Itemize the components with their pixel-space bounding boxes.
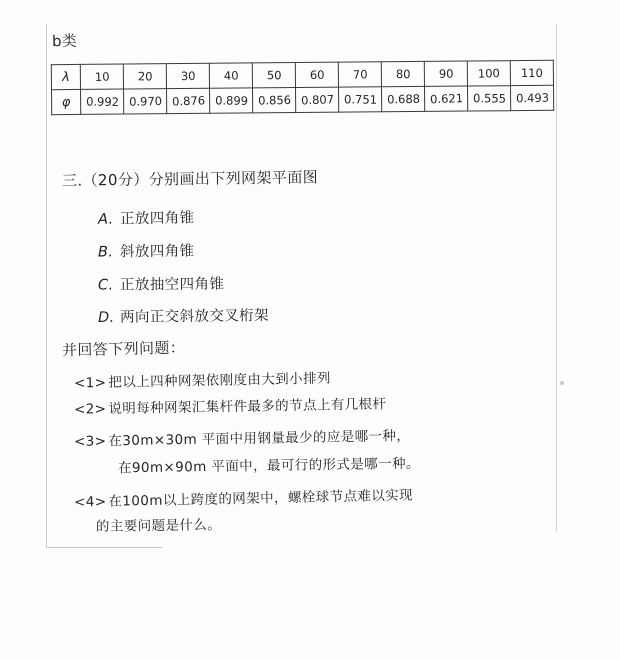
cell-text: 0.555 (472, 91, 506, 106)
option-a (98, 206, 195, 229)
table-cell (167, 88, 210, 113)
sub-question-4-text: 在100m以上跨度的网架中，螺栓球节点难以实现 (108, 487, 414, 510)
sub-question-2-number: <2> (73, 401, 107, 418)
cell-text: 0.992 (85, 94, 119, 109)
option-b (98, 239, 195, 261)
scan-speck (560, 381, 564, 385)
sub-question-1-number: <1> (73, 374, 107, 392)
cell-text: 30 (180, 68, 196, 84)
table-cell (210, 88, 253, 113)
cell-text: 0.970 (128, 94, 162, 109)
table-cell (81, 89, 124, 114)
table-cell (424, 86, 467, 111)
table-cell (338, 87, 381, 112)
table-cell (295, 62, 338, 87)
table-cell (253, 88, 296, 113)
table-row (52, 85, 554, 114)
sub-question-3-continued-text: 在90m×90m 平面中，最可行的形式是哪一种。 (117, 455, 420, 477)
sub-question-4-continued (96, 515, 221, 537)
cell-text: 0.493 (515, 90, 549, 106)
sub-question-3 (74, 426, 411, 452)
cell-text: 0.751 (343, 92, 377, 107)
sub-question-4 (74, 485, 413, 512)
cell-text: 0.688 (386, 91, 420, 107)
page-margin-line-bottom (46, 547, 162, 548)
page-margin-line-left (46, 24, 47, 548)
table-cell (296, 87, 339, 112)
cell-text: 0.621 (429, 91, 463, 107)
option-a-mark: A. (97, 211, 114, 228)
cell-text: 50 (266, 68, 282, 83)
sub-question-1-text: 把以上四种网架依刚度由大到小排列 (108, 370, 331, 391)
sub-question-3-number: <3> (73, 433, 107, 450)
table-cell (510, 60, 553, 85)
cell-text: 0.807 (300, 92, 334, 108)
option-b-text: 斜放四角锥 (119, 243, 195, 261)
option-c-mark: C. (97, 277, 114, 294)
page-margin-line-right (556, 24, 557, 532)
table-cell (338, 62, 381, 87)
row-header-lambda: λ (51, 64, 80, 89)
cell-text: 90 (438, 66, 454, 81)
table-cell (510, 85, 553, 110)
sub-question-1 (74, 369, 331, 394)
cell-text: 0.876 (171, 93, 205, 109)
option-d-text: 两向正交斜放交叉桁架 (119, 307, 270, 326)
sub-question-2-text: 说明每种网架汇集杆件最多的节点上有几根杆 (108, 396, 387, 418)
table-cell (381, 86, 424, 111)
option-d-mark: D. (97, 309, 115, 327)
option-a-text: 正放四角锥 (119, 210, 195, 228)
sub-questions-intro: 并回答下列问题： (61, 338, 186, 360)
cell-text: 60 (309, 67, 325, 83)
cell-text: 40 (223, 68, 239, 83)
sub-question-2 (74, 394, 387, 420)
table-cell (124, 89, 167, 114)
cell-text: 0.856 (257, 92, 291, 108)
table-cell (80, 64, 123, 89)
cell-text: 0.899 (214, 93, 248, 108)
sub-question-3-text: 在30m×30m 平面中用钢量最少的应是哪一种， (108, 428, 411, 450)
option-b-mark: B. (97, 244, 114, 261)
question-title: 三.（20分）分别画出下列网架平面图 (61, 168, 319, 190)
cell-text: 80 (395, 67, 411, 82)
cell-text: 10 (94, 69, 110, 85)
table-cell (381, 61, 424, 86)
table-cell (424, 61, 467, 86)
table-cell (252, 63, 295, 88)
table-cell (123, 64, 166, 89)
cell-text: 100 (477, 65, 501, 81)
table-cell (209, 63, 252, 88)
category-label: b类 (51, 31, 78, 51)
option-c-text: 正放抽空四角锥 (119, 276, 225, 294)
sub-question-4-continued-text: 的主要问题是什么。 (95, 517, 222, 535)
stability-coefficient-table (51, 60, 554, 115)
cell-text: 20 (137, 69, 153, 84)
option-d (98, 304, 269, 327)
cell-text: 110 (520, 65, 543, 81)
sub-question-3-continued (118, 454, 420, 479)
sub-question-4-number: <4> (73, 493, 107, 511)
table-cell (467, 86, 510, 111)
table-cell (166, 63, 209, 88)
cell-text: 70 (352, 67, 368, 82)
row-header-phi: φ (52, 89, 81, 114)
table-cell (467, 61, 510, 86)
option-c (98, 272, 224, 294)
